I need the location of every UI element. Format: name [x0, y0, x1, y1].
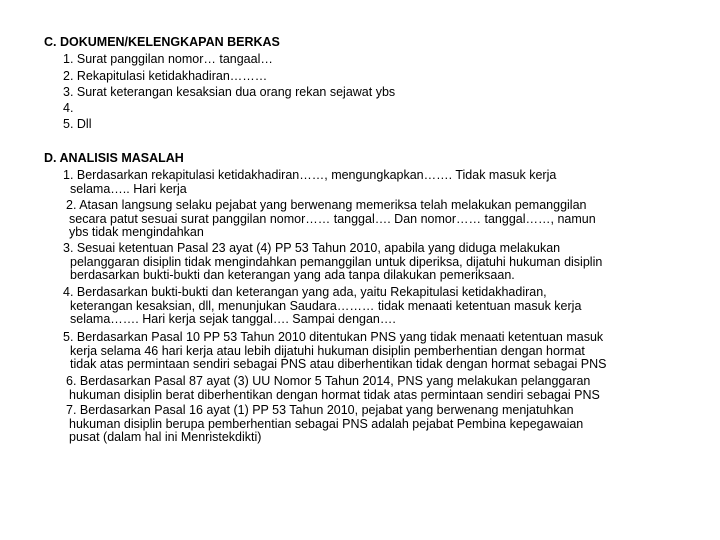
section-d-item	[66, 404, 583, 445]
section-d-item	[63, 169, 556, 196]
item-line: 1. Berdasarkan rekapitulasi ketidakhadiran……, mengungkapkan……. Tidak masuk kerja	[63, 168, 557, 182]
section-c-heading: C. DOKUMEN/KELENGKAPAN BERKAS	[44, 35, 280, 49]
item-line: 7. Berdasarkan Pasal 16 ayat (1) PP 53 Tahun 2010, pejabat yang berwenang menjatuhkan	[66, 403, 574, 417]
section-d-item	[66, 199, 596, 240]
item-line: pelanggaran disiplin tidak mengindahkan pemanggilan untuk diperiksa, dijatuhi hukuman disiplin	[70, 254, 603, 269]
item-line: 6. Berdasarkan Pasal 87 ayat (3) UU Nomor 5 Tahun 2014, PNS yang melakukan pelanggaran	[66, 374, 591, 388]
section-d-heading: D. ANALISIS MASALAH	[44, 151, 184, 165]
section-d-item	[63, 242, 602, 283]
section-c-item: 2. Rekapitulasi ketidakhadiran………	[63, 69, 268, 83]
item-line: selama….. Hari kerja	[70, 181, 187, 196]
item-line: tidak atas permintaan sendiri sebagai PNS atau diberhentikan tidak dengan hormat sebagai PNS	[70, 357, 607, 372]
section-c-item: 1. Surat panggilan nomor… tangaal…	[63, 52, 273, 66]
item-line: 2. Atasan langsung selaku pejabat yang berwenang memeriksa telah melakukan pemanggilan	[66, 198, 587, 212]
item-line: 4. Berdasarkan bukti-bukti dan keterangan yang ada, yaitu Rekapitulasi ketidakhadiran,	[63, 285, 547, 299]
section-c-item: 4.	[63, 101, 74, 115]
item-line: keterangan kesaksian, dll, menunjukan Saudara……… tidak menaati ketentuan masuk kerja	[70, 298, 582, 313]
item-line: berdasarkan bukti-bukti dan keterangan yang ada tanpa dilakukan pemeriksaan.	[70, 268, 515, 283]
item-line: 3. Sesuai ketentuan Pasal 23 ayat (4) PP 53 Tahun 2010, apabila yang diduga melakukan	[63, 241, 561, 255]
section-c-item: 5. Dll	[63, 117, 92, 131]
item-line: pusat (dalam hal ini Menristekdikti)	[69, 430, 262, 445]
item-line: 5. Berdasarkan Pasal 10 PP 53 Tahun 2010 ditentukan PNS yang tidak menaati ketentuan masuk	[63, 330, 604, 344]
item-line: kerja selama 46 hari kerja atau lebih dijatuhi hukuman disiplin pemberhentian dengan hormat	[70, 343, 585, 358]
item-line: hukuman disiplin berat diberhentikan dengan hormat tidak atas permintaan sendiri sebagai PNS	[69, 387, 600, 402]
section-d-item	[66, 375, 600, 402]
section-d-item	[63, 286, 581, 327]
item-line: ybs tidak mengindahkan	[69, 225, 204, 240]
item-line: selama……. Hari kerja sejak tanggal…. Sampai dengan….	[70, 312, 396, 327]
item-line: secara patut sesuai surat panggilan nomor…… tanggal…. Dan nomor…… tanggal……, namun	[69, 211, 596, 226]
item-line: hukuman disiplin berupa pemberhentian sebagai PNS adalah pejabat Pembina kepegawaian	[69, 416, 584, 431]
section-c-item: 3. Surat keterangan kesaksian dua orang rekan sejawat ybs	[63, 85, 396, 99]
section-d-item	[63, 331, 606, 372]
